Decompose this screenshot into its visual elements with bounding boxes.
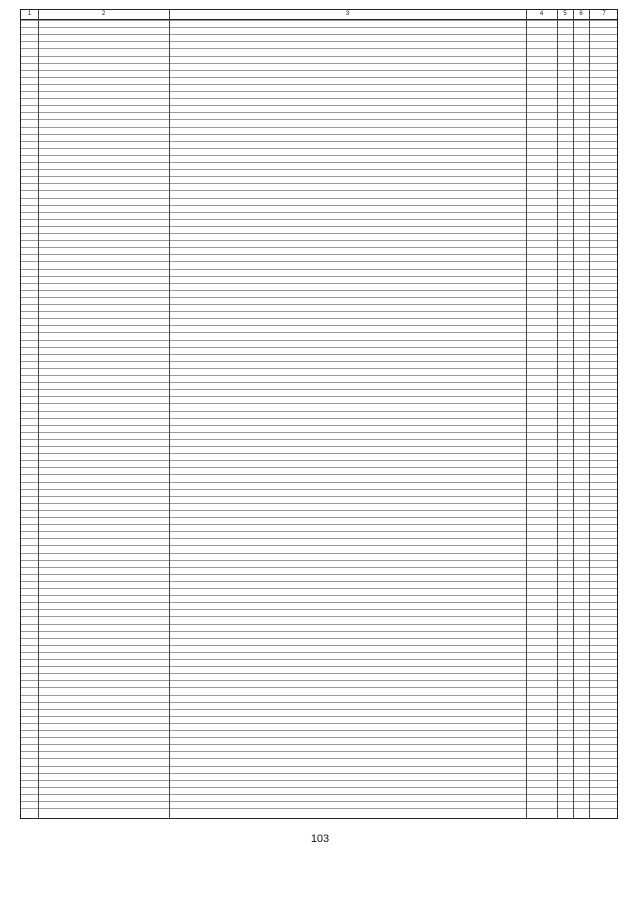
table-row (21, 219, 617, 226)
table-row (21, 304, 617, 311)
table-row (21, 780, 617, 787)
table-row (21, 680, 617, 687)
table-row (21, 574, 617, 581)
table-row (21, 517, 617, 524)
table-row (21, 226, 617, 233)
table-row (21, 687, 617, 694)
table-row (21, 70, 617, 77)
table-row (21, 794, 617, 801)
table-row (21, 624, 617, 631)
table-row (21, 183, 617, 190)
table-row (21, 567, 617, 574)
table-row (21, 446, 617, 453)
table-row (21, 489, 617, 496)
table-row (21, 616, 617, 623)
table-row (21, 56, 617, 63)
table-row (21, 261, 617, 268)
table-row (21, 41, 617, 48)
table-row (21, 148, 617, 155)
column-number-2: 2 (101, 11, 106, 17)
table-row (21, 510, 617, 517)
table-row (21, 198, 617, 205)
table-row (21, 453, 617, 460)
table-row (21, 155, 617, 162)
table-row (21, 340, 617, 347)
table-row (21, 190, 617, 197)
table-row (21, 439, 617, 446)
table-row (21, 766, 617, 773)
table-row (21, 375, 617, 382)
table-row (21, 119, 617, 126)
table-row (21, 134, 617, 141)
column-number-7: 7 (602, 11, 606, 17)
table-row (21, 709, 617, 716)
table-row (21, 254, 617, 261)
table-row (21, 808, 617, 815)
table-row (21, 560, 617, 567)
column-separator (526, 10, 527, 818)
table-row (21, 723, 617, 730)
table-row (21, 20, 617, 27)
table-row (21, 354, 617, 361)
table-row (21, 205, 617, 212)
table-row (21, 418, 617, 425)
table-row (21, 176, 617, 183)
table-row (21, 631, 617, 638)
table-row (21, 34, 617, 41)
table-row (21, 48, 617, 55)
table-row (21, 240, 617, 247)
table-row (21, 588, 617, 595)
table-row (21, 744, 617, 751)
table-row (21, 474, 617, 481)
table-row (21, 432, 617, 439)
table-row (21, 162, 617, 169)
register-table (20, 9, 618, 819)
table-row (21, 276, 617, 283)
table-row (21, 787, 617, 794)
table-row (21, 77, 617, 84)
table-row (21, 403, 617, 410)
table-row (21, 269, 617, 276)
table-row (21, 531, 617, 538)
table-row (21, 389, 617, 396)
table-row (21, 652, 617, 659)
table-row (21, 105, 617, 112)
table-row (21, 233, 617, 240)
table-row (21, 673, 617, 680)
table-row (21, 396, 617, 403)
table-row (21, 98, 617, 105)
column-number-3: 3 (345, 11, 350, 17)
table-row (21, 411, 617, 418)
column-separator (38, 10, 39, 818)
table-row (21, 659, 617, 666)
table-row (21, 297, 617, 304)
column-separator (573, 10, 574, 818)
table-row (21, 666, 617, 673)
table-row (21, 737, 617, 744)
column-number-1: 1 (27, 11, 32, 17)
column-separator (169, 10, 170, 818)
table-row (21, 27, 617, 34)
table-row (21, 730, 617, 737)
table-row (21, 141, 617, 148)
column-number-6: 6 (579, 11, 583, 17)
table-row (21, 368, 617, 375)
table-row (21, 773, 617, 780)
column-separator (589, 10, 590, 818)
table-row (21, 112, 617, 119)
table-row (21, 553, 617, 560)
column-number-5: 5 (563, 11, 567, 17)
table-row (21, 801, 617, 808)
table-row (21, 84, 617, 91)
table-row (21, 290, 617, 297)
table-row (21, 695, 617, 702)
table-row (21, 702, 617, 709)
table-row (21, 716, 617, 723)
table-row (21, 538, 617, 545)
table-row (21, 212, 617, 219)
table-row (21, 318, 617, 325)
table-row (21, 496, 617, 503)
table-row (21, 595, 617, 602)
table-row (21, 332, 617, 339)
table-row (21, 91, 617, 98)
table-row (21, 425, 617, 432)
table-row (21, 169, 617, 176)
table-row (21, 382, 617, 389)
page-number: 103 (310, 833, 330, 845)
table-row (21, 460, 617, 467)
table-row (21, 758, 617, 765)
column-separator (557, 10, 558, 818)
table-row (21, 361, 617, 368)
table-row (21, 751, 617, 758)
table-row (21, 482, 617, 489)
table-row (21, 283, 617, 290)
column-number-4: 4 (539, 11, 544, 17)
table-row (21, 247, 617, 254)
table-row (21, 638, 617, 645)
table-row (21, 347, 617, 354)
table-row (21, 127, 617, 134)
table-row (21, 503, 617, 510)
table-row (21, 311, 617, 318)
table-row (21, 325, 617, 332)
table-row (21, 524, 617, 531)
table-row (21, 602, 617, 609)
table-row (21, 63, 617, 70)
table-row (21, 645, 617, 652)
table-row (21, 609, 617, 616)
table-row (21, 581, 617, 588)
table-row (21, 545, 617, 552)
table-row (21, 467, 617, 474)
